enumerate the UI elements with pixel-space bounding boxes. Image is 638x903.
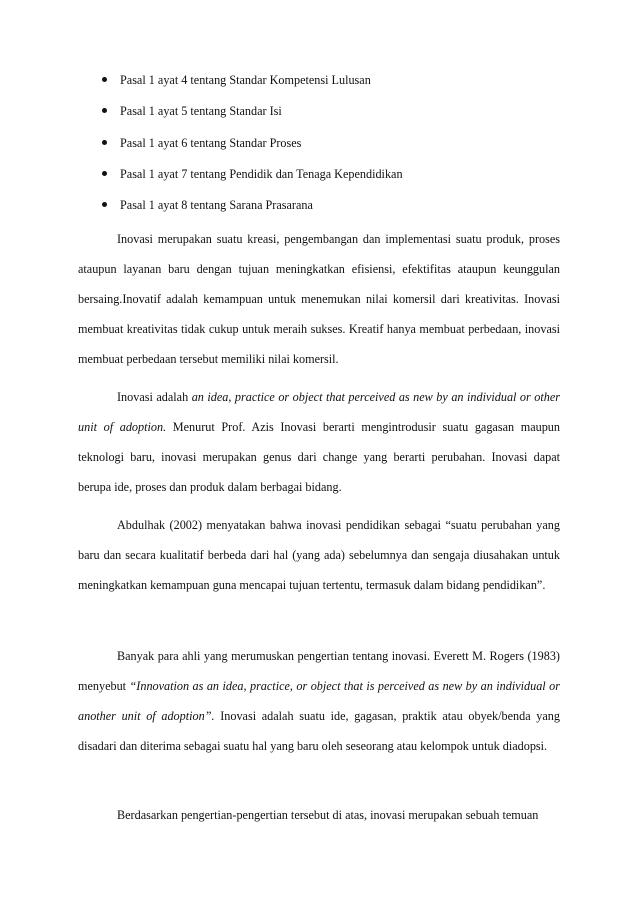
paragraph-abdulhak: Abdulhak (2002) menyatakan bahwa inovasi pendidikan sebagai “suatu perubahan yang baru dan secara kualitatif berbeda dari hal (yang ada) sebelumnya dan sengaja diusahakan untuk meningkatkan kemampuan guna mencapai tujuan tertentu, termasuk dalam bidang pendidikan”. [78, 518, 560, 592]
bullet-icon [102, 108, 107, 113]
bullet-icon [102, 171, 107, 176]
bullet-item: Pasal 1 ayat 5 tentang Standar Isi [100, 103, 560, 134]
bullet-icon [102, 140, 107, 145]
paragraph-rogers: Banyak para ahli yang merumuskan pengertian tentang inovasi. Everett M. Rogers (1983) menyebut “Innovation as an idea, practice, or object that is perceived as new by an individual or another unit of adoption”. Inovasi adalah suatu ide, gagasan, praktik atau obyek/benda yang disadari dan diterima sebagai suatu hal yang baru oleh seseorang atau kelompok untuk diadopsi. [78, 649, 560, 753]
paragraph-berdasarkan: Berdasarkan pengertian-pengertian tersebut di atas, inovasi merupakan sebuah temuan [117, 808, 539, 822]
bullet-item: Pasal 1 ayat 4 tentang Standar Kompetensi Lulusan [100, 72, 560, 103]
bullet-icon [102, 202, 107, 207]
bullet-list [100, 72, 560, 228]
bullet-item: Pasal 1 ayat 8 tentang Sarana Prasarana [100, 197, 560, 228]
paragraph-inovasi-adalah: Inovasi adalah an idea, practice or object that perceived as new by an individual or other unit of adoption. Menurut Prof. Azis Inovasi berarti mengintrodusir suatu gagasan maupun teknologi baru, inovasi merupakan genus dari change yang berarti perubahan. Inovasi dapat berupa ide, proses dan produk dalam berbagai bidang. [78, 390, 560, 494]
paragraph-inovasi-definisi: Inovasi merupakan suatu kreasi, pengembangan dan implementasi suatu produk, proses ataupun layanan baru dengan tujuan meningkatkan efisiensi, efektifitas ataupun keunggulan bersaing.Inovatif adalah kemampuan untuk menemukan nilai komersil dari kreativitas. Inovasi membuat kreativitas tidak cukup untuk meraih sukses. Kreatif hanya membuat perbedaan, inovasi membuat perbedaan tersebut memiliki nilai komersil. [78, 232, 560, 366]
bullet-item: Pasal 1 ayat 6 tentang Standar Proses [100, 135, 560, 166]
bullet-icon [102, 77, 107, 82]
bullet-item: Pasal 1 ayat 7 tentang Pendidik dan Tenaga Kependidikan [100, 166, 560, 197]
